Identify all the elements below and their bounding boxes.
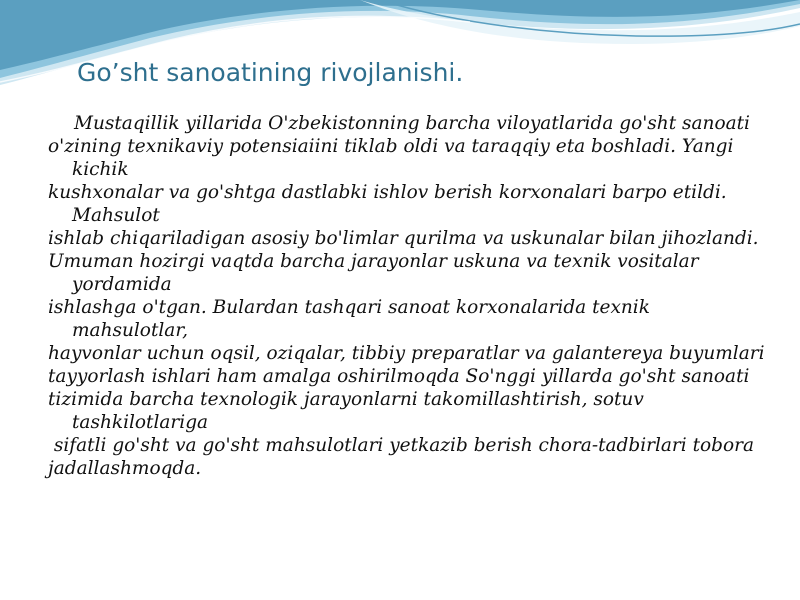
body-line-9: tizimida barcha texnologik jarayonlarni takomillashtirish, sotuv tashkilotlariga bbox=[48, 389, 644, 433]
body-line-7: hayvonlar uchun oqsil, oziqalar, tibbiy preparatlar va galantereya buyumlari bbox=[48, 343, 765, 364]
slide-body bbox=[48, 112, 768, 480]
body-line-6: ishlashga o'tgan. Bulardan tashqari sanoat korxonalarida texnik mahsulotlar, bbox=[48, 297, 650, 341]
body-line-4: ishlab chiqariladigan asosiy bo'limlar qurilma va uskunalar bilan jihozlandi. bbox=[48, 228, 759, 249]
body-line-5: Umuman hozirgi vaqtda barcha jarayonlar uskuna va texnik vositalar yordamida bbox=[48, 251, 699, 295]
slide-title: Go’sht sanoatining rivojlanishi. bbox=[77, 58, 464, 87]
body-line-2: o'zining texnikaviy potensiaiini tiklab oldi va taraqqiy eta boshladi. Yangi kichik bbox=[48, 136, 734, 180]
body-line-11: jadallashmoqda. bbox=[48, 458, 202, 479]
body-line-3: kushxonalar va go'shtga dastlabki ishlov berish korxonalari barpo etildi. Mahsulot bbox=[48, 182, 727, 226]
body-line-8: tayyorlash ishlari ham amalga oshirilmoqda So'nggi yillarda go'sht sanoati bbox=[48, 366, 750, 387]
body-line-1: Mustaqillik yillarida O'zbekistonning barcha viloyatlarida go'sht sanoati bbox=[74, 113, 750, 134]
body-line-10: sifatli go'sht va go'sht mahsulotlari yetkazib berish chora-tadbirlari tobora bbox=[48, 435, 754, 456]
